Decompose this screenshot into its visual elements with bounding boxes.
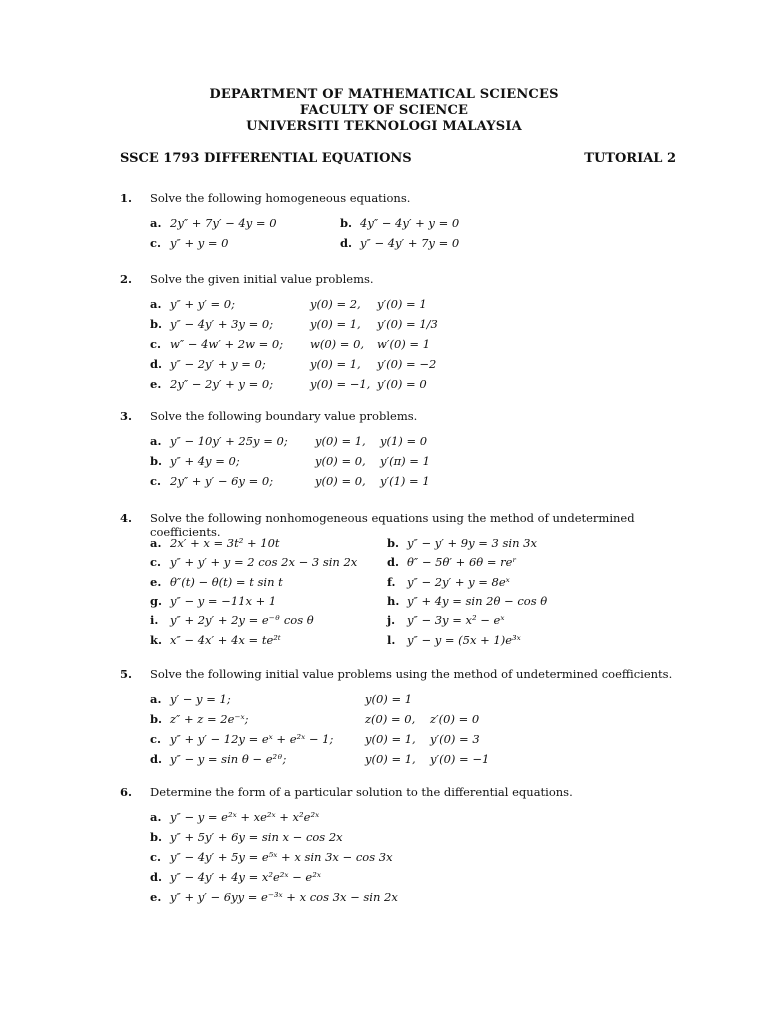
equation: y″ − 10y′ + 25y = 0; bbox=[170, 434, 288, 448]
question-stem: Solve the following nonhomogeneous equations using the method of undetermined coefficients. bbox=[150, 511, 635, 539]
item-label: c. bbox=[150, 337, 162, 351]
question-item bbox=[150, 337, 431, 357]
item-label: a. bbox=[150, 692, 162, 706]
item-label: b. bbox=[150, 712, 163, 726]
equation: y″ − y = sin θ − e²ᶿ; bbox=[170, 752, 287, 766]
item-label: d. bbox=[150, 870, 163, 884]
question-number: 3. bbox=[120, 409, 133, 423]
question-item bbox=[150, 575, 283, 595]
question-item bbox=[150, 357, 437, 377]
item-label: e. bbox=[150, 890, 162, 904]
condition-2: y′(0) = 0 bbox=[377, 377, 427, 391]
item-label: a. bbox=[150, 434, 162, 448]
item-label: f. bbox=[387, 574, 396, 589]
equation: y″ + 2y′ + 2y = e⁻ᶿ cos θ bbox=[170, 613, 314, 628]
equation: y″ − 4y′ + 7y = 0 bbox=[360, 236, 460, 250]
equation: y″ − 4y′ + 3y = 0; bbox=[170, 317, 274, 331]
equation: y″ + 4y = sin 2θ − cos θ bbox=[407, 593, 548, 608]
question-number: 2. bbox=[120, 272, 133, 286]
document-header bbox=[0, 87, 768, 135]
equation: 2y″ + 7y′ − 4y = 0 bbox=[170, 216, 277, 230]
equation: y″ − 3y = x² − eˣ bbox=[407, 613, 505, 628]
question-item bbox=[150, 454, 430, 474]
item-label: b. bbox=[340, 216, 353, 230]
condition-1: z(0) = 0, bbox=[365, 712, 416, 726]
question-item bbox=[150, 555, 357, 575]
question-stem: Solve the following boundary value problems. bbox=[150, 409, 418, 423]
item-label: l. bbox=[387, 632, 396, 647]
item-label: b. bbox=[150, 830, 163, 844]
item-label: d. bbox=[340, 236, 353, 250]
condition-1: y(0) = 1, bbox=[365, 732, 416, 746]
equation: y″ + y′ + y = 2 cos 2x − 3 sin 2x bbox=[170, 555, 358, 570]
item-label: d. bbox=[387, 555, 400, 570]
question-item bbox=[150, 890, 398, 910]
question-item bbox=[150, 633, 281, 653]
question-item bbox=[150, 752, 490, 772]
condition-1: y(0) = 1, bbox=[365, 752, 416, 766]
equation: x″ − 4x′ + 4x = te²ᵗ bbox=[170, 632, 281, 647]
equation: y″ + y′ − 12y = eˣ + e²ˣ − 1; bbox=[170, 732, 334, 746]
question-item bbox=[387, 555, 516, 575]
department-name: DEPARTMENT OF MATHEMATICAL SCIENCES bbox=[209, 87, 559, 102]
question-number: 1. bbox=[120, 191, 133, 205]
item-label: j. bbox=[387, 613, 396, 628]
item-label: a. bbox=[150, 297, 162, 311]
condition-2: y′(0) = −2 bbox=[377, 357, 437, 371]
question-item bbox=[387, 633, 521, 653]
question-item bbox=[150, 870, 321, 890]
equation: z″ + z = 2e⁻ˣ; bbox=[170, 712, 249, 726]
condition-1: y(0) = 0, bbox=[315, 474, 366, 488]
equation: 4y″ − 4y′ + y = 0 bbox=[360, 216, 460, 230]
question-number: 5. bbox=[120, 667, 133, 681]
equation: w″ − 4w′ + 2w = 0; bbox=[170, 337, 284, 351]
question-item bbox=[150, 434, 428, 454]
condition-1: y(0) = 1, bbox=[310, 317, 361, 331]
condition-2: y(1) = 0 bbox=[380, 434, 428, 448]
item-label: i. bbox=[150, 613, 159, 628]
question-item bbox=[387, 575, 510, 595]
question-item bbox=[150, 474, 430, 494]
question-item bbox=[387, 613, 504, 633]
question-item bbox=[150, 850, 393, 870]
condition-1: y(0) = 1, bbox=[315, 434, 366, 448]
item-label: b. bbox=[150, 317, 163, 331]
item-label: c. bbox=[150, 732, 162, 746]
item-label: a. bbox=[150, 536, 162, 550]
condition-2: y′(0) = 3 bbox=[430, 732, 480, 746]
question-item bbox=[150, 216, 277, 236]
condition-1: y(0) = 0, bbox=[315, 454, 366, 468]
item-label: h. bbox=[387, 593, 400, 608]
question-item bbox=[387, 536, 537, 556]
item-label: b. bbox=[387, 536, 400, 550]
question-item bbox=[150, 594, 276, 614]
question-item bbox=[150, 712, 480, 732]
item-label: c. bbox=[150, 850, 162, 864]
condition-2: y′(1) = 1 bbox=[380, 474, 430, 488]
equation: y″ + y = 0 bbox=[170, 236, 229, 250]
question-stem: Determine the form of a particular solution to the differential equations. bbox=[150, 785, 573, 799]
question-item bbox=[150, 377, 427, 397]
equation: y″ + y′ = 0; bbox=[170, 297, 235, 311]
condition-1: y(0) = 1, bbox=[310, 357, 361, 371]
equation: 2y″ − 2y′ + y = 0; bbox=[170, 377, 274, 391]
question-item bbox=[150, 536, 280, 556]
item-label: e. bbox=[150, 574, 162, 589]
question-item bbox=[340, 216, 459, 236]
item-label: d. bbox=[150, 357, 163, 371]
item-label: c. bbox=[150, 236, 162, 250]
question-item bbox=[150, 317, 438, 337]
question-item bbox=[150, 830, 343, 850]
condition-1: y(0) = 1 bbox=[365, 692, 413, 706]
item-label: e. bbox=[150, 377, 162, 391]
equation: y″ − 2y′ + y = 8eˣ bbox=[407, 574, 510, 589]
condition-2: y′(π) = 1 bbox=[380, 454, 430, 468]
equation: y′ − y = 1; bbox=[170, 692, 231, 706]
item-label: a. bbox=[150, 810, 162, 824]
question-item bbox=[340, 236, 459, 256]
item-label: k. bbox=[150, 632, 162, 647]
question-item bbox=[150, 732, 480, 752]
item-label: a. bbox=[150, 216, 162, 230]
equation: y″ − y = −11x + 1 bbox=[170, 593, 277, 608]
faculty-name: FACULTY OF SCIENCE bbox=[299, 103, 469, 118]
equation: y″ − 2y′ + y = 0; bbox=[170, 357, 266, 371]
equation: y″ + 5y′ + 6y = sin x − cos 2x bbox=[170, 830, 343, 844]
item-label: c. bbox=[150, 474, 162, 488]
question-stem: Solve the following initial value problems using the method of undetermined coefficients. bbox=[150, 667, 673, 681]
equation: y″ + 4y = 0; bbox=[170, 454, 240, 468]
condition-1: w(0) = 0, bbox=[310, 337, 365, 351]
condition-2: y′(0) = 1 bbox=[377, 297, 427, 311]
condition-2: y′(0) = −1 bbox=[430, 752, 490, 766]
item-label: c. bbox=[150, 555, 162, 570]
condition-1: y(0) = 2, bbox=[310, 297, 361, 311]
question-item bbox=[150, 692, 413, 712]
item-label: g. bbox=[150, 593, 163, 608]
question-stem: Solve the given initial value problems. bbox=[150, 272, 374, 286]
equation: y″ + y′ − 6yy = e⁻³ˣ + x cos 3x − sin 2x bbox=[170, 890, 398, 904]
equation: y″ − 4y′ + 5y = e⁵ˣ + x sin 3x − cos 3x bbox=[170, 850, 393, 864]
equation: 2y″ + y′ − 6y = 0; bbox=[170, 474, 274, 488]
question-number: 4. bbox=[120, 511, 133, 525]
condition-1: y(0) = −1, bbox=[310, 377, 371, 391]
course-title: SSCE 1793 DIFFERENTIAL EQUATIONS bbox=[120, 151, 412, 166]
condition-2: w′(0) = 1 bbox=[377, 337, 431, 351]
question-item bbox=[387, 594, 547, 614]
question-stem: Solve the following homogeneous equations. bbox=[150, 191, 411, 205]
item-label: d. bbox=[150, 752, 163, 766]
condition-2: z′(0) = 0 bbox=[430, 712, 480, 726]
equation: y″ − y = (5x + 1)e³ˣ bbox=[407, 632, 521, 647]
equation: y″ − y′ + 9y = 3 sin 3x bbox=[407, 536, 537, 550]
question-item bbox=[150, 297, 427, 317]
equation: θ″ − 5θ′ + 6θ = reʳ bbox=[407, 555, 517, 570]
equation: y″ − 4y′ + 4y = x²e²ˣ − e²ˣ bbox=[170, 870, 321, 884]
tutorial-label: TUTORIAL 2 bbox=[584, 151, 676, 166]
question-number: 6. bbox=[120, 785, 133, 799]
question-item bbox=[150, 613, 314, 633]
equation: 2x′ + x = 3t² + 10t bbox=[170, 536, 280, 550]
course-line bbox=[120, 151, 676, 166]
equation: y″ − y = e²ˣ + xe²ˣ + x²e²ˣ bbox=[170, 810, 320, 824]
university-name: UNIVERSITI TEKNOLOGI MALAYSIA bbox=[246, 119, 522, 134]
equation: θ″(t) − θ(t) = t sin t bbox=[170, 574, 283, 589]
question-item bbox=[150, 236, 229, 256]
item-label: b. bbox=[150, 454, 163, 468]
question-item bbox=[150, 810, 319, 830]
condition-2: y′(0) = 1/3 bbox=[377, 317, 438, 331]
